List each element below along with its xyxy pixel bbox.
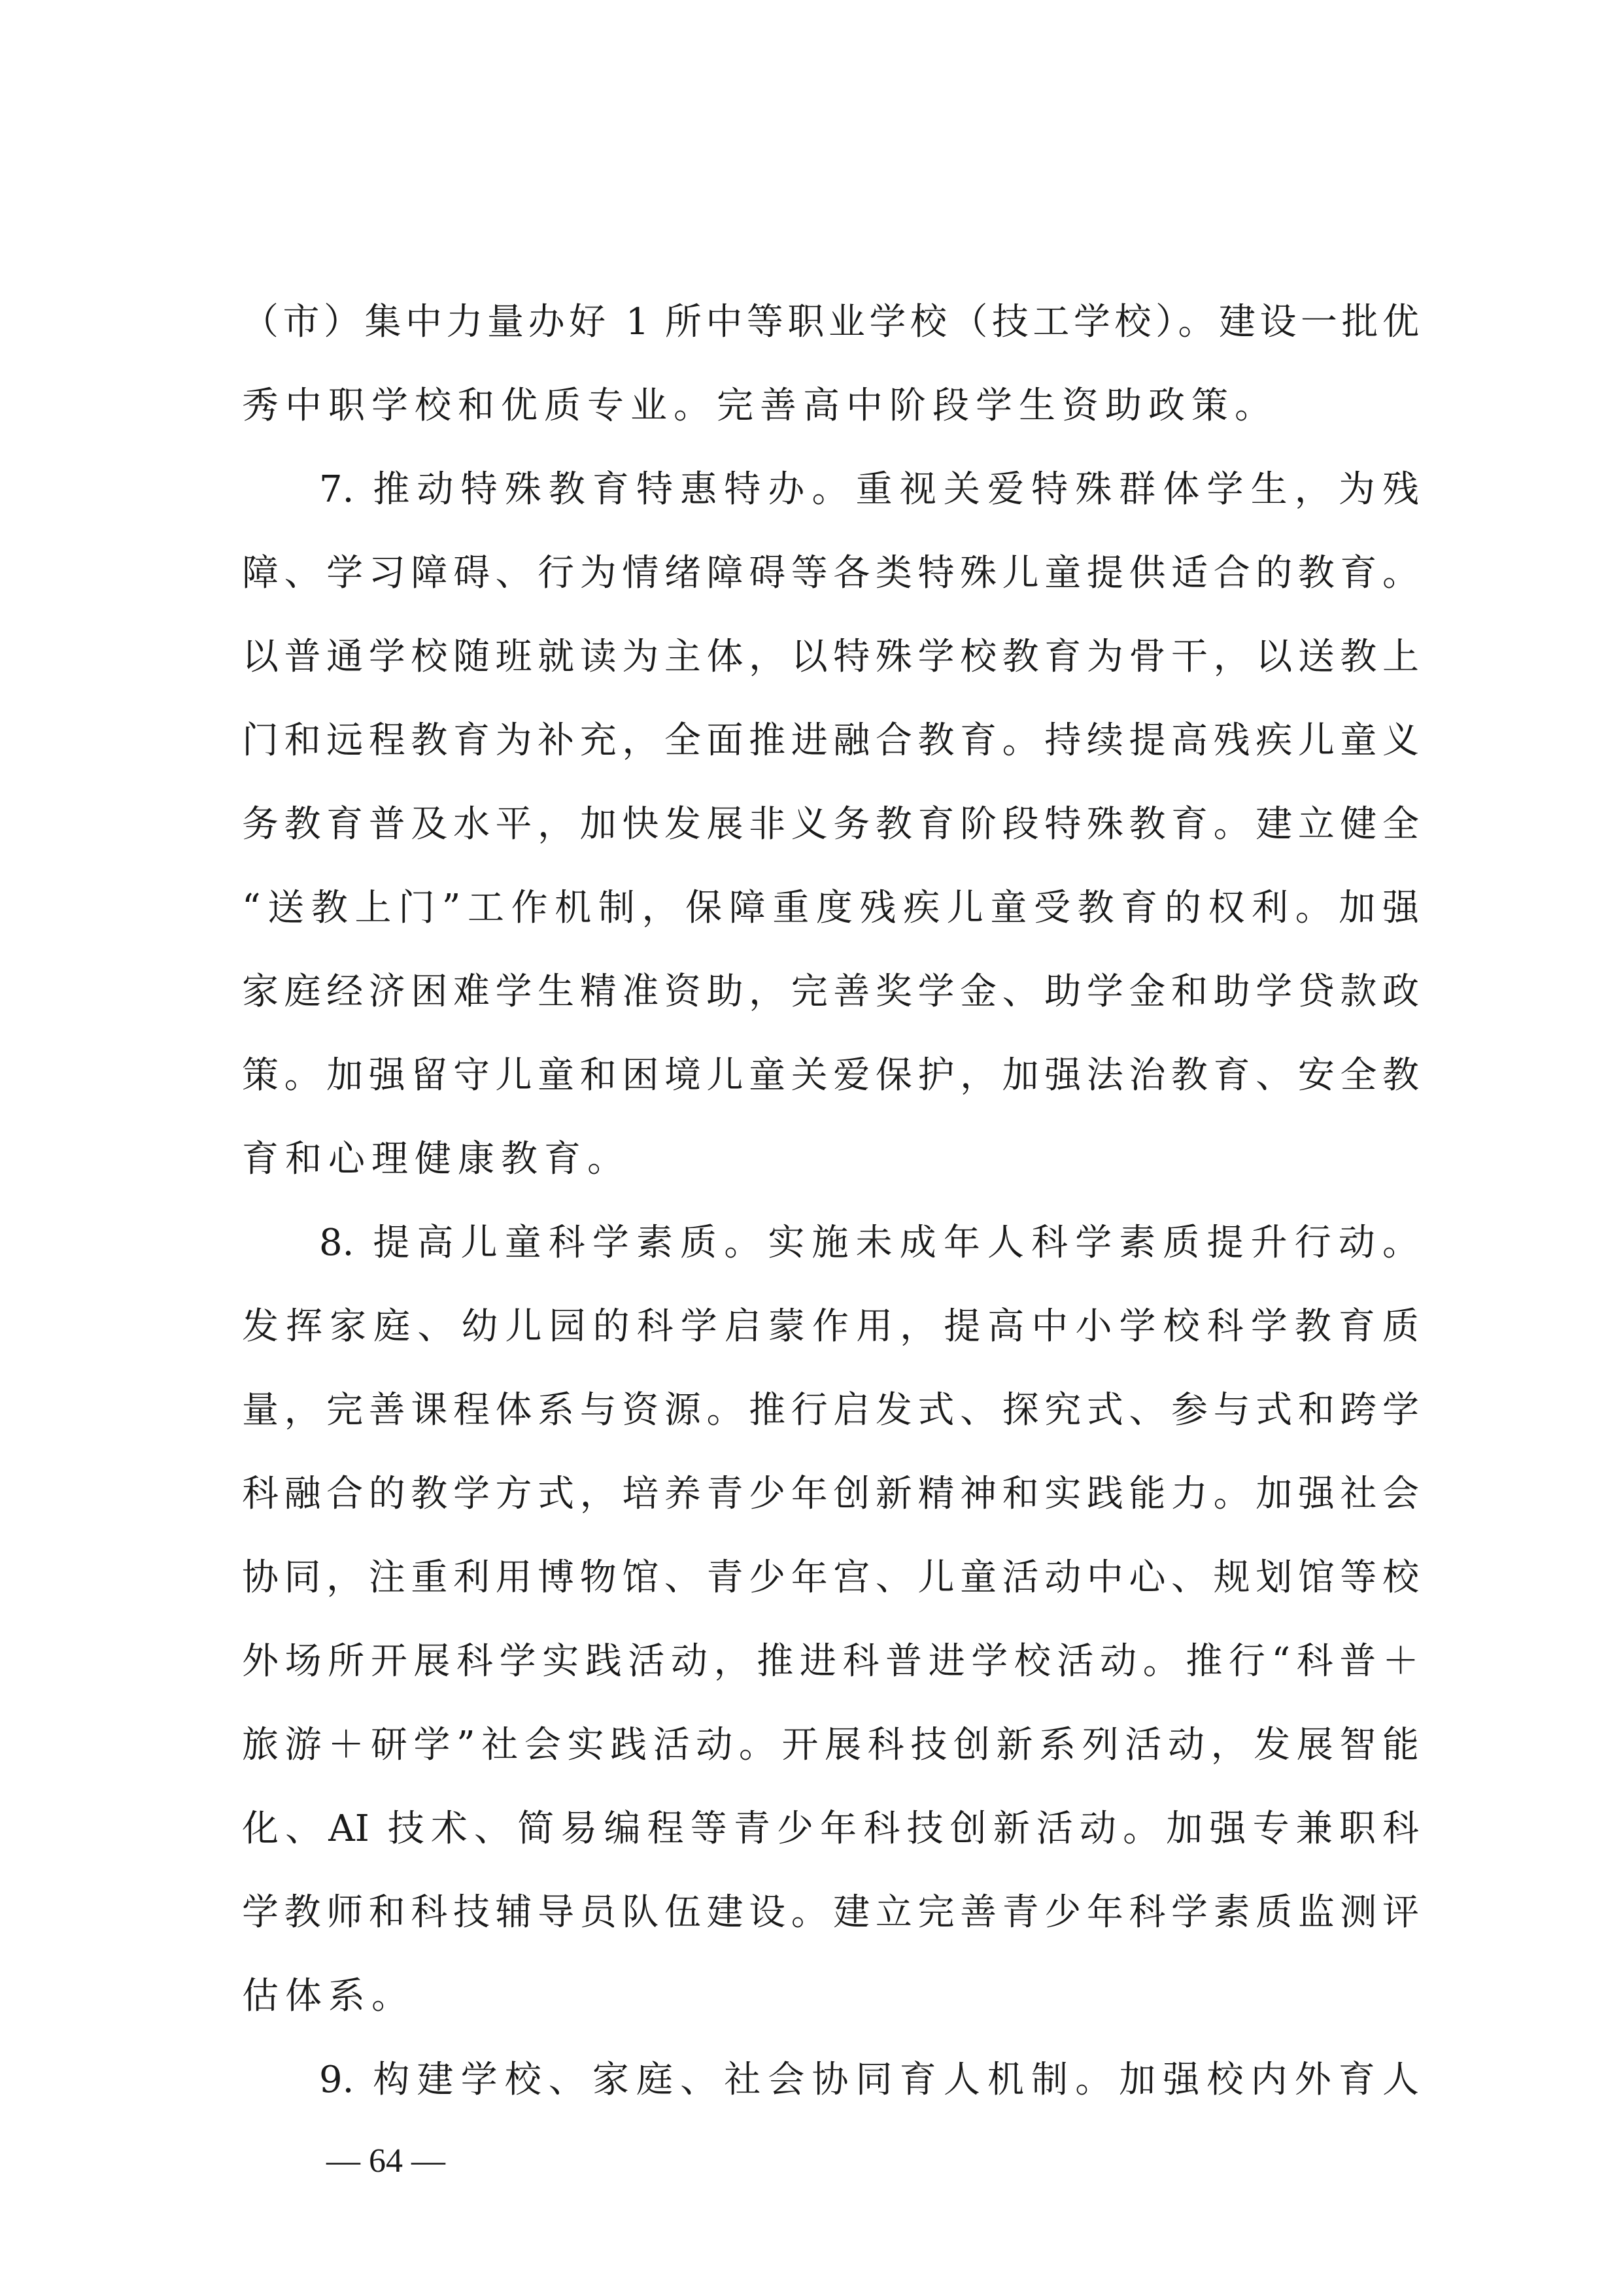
text-line-content: 育和心理健康教育。 [242, 1138, 630, 1180]
text-line [0, 1368, 1623, 1453]
text-line-content: 发挥家庭、幼儿园的科学启蒙作用，提高中小学校科学教育质 [242, 1305, 1419, 1348]
text-line-content: 以普通学校随班就读为主体，以特殊学校教育为骨干，以送教上 [242, 636, 1419, 678]
text-line [0, 1703, 1623, 1788]
text-line-content: 化、AI 技术、简易编程等青少年科技创新活动。加强专兼职科 [242, 1808, 1419, 1850]
text-line-content: 科融合的教学方式，培养青少年创新精神和实践能力。加强社会 [242, 1473, 1419, 1515]
text-line [0, 782, 1623, 867]
text-line-content: 策。加强留守儿童和困境儿童关爱保护，加强法治教育、安全教 [242, 1054, 1419, 1097]
text-line-content: 旅游＋研学”社会实践活动。开展科技创新系列活动，发展智能 [242, 1724, 1419, 1766]
text-line [0, 866, 1623, 951]
text-line [0, 698, 1623, 783]
text-line-content: 量，完善课程体系与资源。推行启发式、探究式、参与式和跨学 [242, 1389, 1419, 1431]
text-line-content: 估体系。 [242, 1975, 415, 2017]
text-line-content: 学教师和科技辅导员队伍建设。建立完善青少年科学素质监测评 [242, 1891, 1419, 1934]
text-line-content: 8. 提高儿童科学素质。实施未成年人科学素质提升行动。 [319, 1222, 1419, 1264]
page-number: — 64 — [326, 2142, 445, 2180]
text-line-content: 9. 构建学校、家庭、社会协同育人机制。加强校内外育人 [319, 2059, 1419, 2101]
text-line [0, 1870, 1623, 1955]
text-line [0, 280, 1623, 365]
text-line [0, 1201, 1623, 1286]
text-line [0, 447, 1623, 532]
text-line-content: 门和远程教育为补充，全面推进融合教育。持续提高残疾儿童义 [242, 719, 1419, 762]
text-line [0, 1535, 1623, 1620]
text-line-content: 秀中职学校和优质专业。完善高中阶段学生资助政策。 [242, 385, 1278, 427]
text-line [0, 1284, 1623, 1369]
text-line-content: 务教育普及水平，加快发展非义务教育阶段特殊教育。建立健全 [242, 803, 1419, 846]
text-line-content: （市）集中力量办好 1 所中等职业学校（技工学校）。建设一批优 [242, 301, 1419, 343]
text-line-content: 家庭经济困难学生精准资助，完善奖学金、助学金和助学贷款政 [242, 970, 1419, 1013]
text-line-content: 障、学习障碍、行为情绪障碍等各类特殊儿童提供适合的教育。 [242, 552, 1419, 594]
text-line [0, 364, 1623, 449]
text-line [0, 950, 1623, 1035]
text-line [0, 1452, 1623, 1537]
text-line-content: 外场所开展科学实践活动，推进科普进学校活动。推行“科普＋ [242, 1640, 1419, 1683]
text-line [0, 531, 1623, 616]
text-line-content: 7. 推动特殊教育特惠特办。重视关爱特殊群体学生，为残 [319, 468, 1419, 511]
text-line [0, 1033, 1623, 1118]
text-line [0, 615, 1623, 700]
text-line [0, 2038, 1623, 2123]
text-line-content: 协同，注重利用博物馆、青少年宫、儿童活动中心、规划馆等校 [242, 1556, 1419, 1599]
text-line [0, 1117, 1623, 1202]
text-line-content: “送教上门”工作机制，保障重度残疾儿童受教育的权利。加强 [242, 887, 1419, 929]
text-line [0, 1954, 1623, 2039]
text-line [0, 1787, 1623, 1872]
text-line [0, 1619, 1623, 1704]
